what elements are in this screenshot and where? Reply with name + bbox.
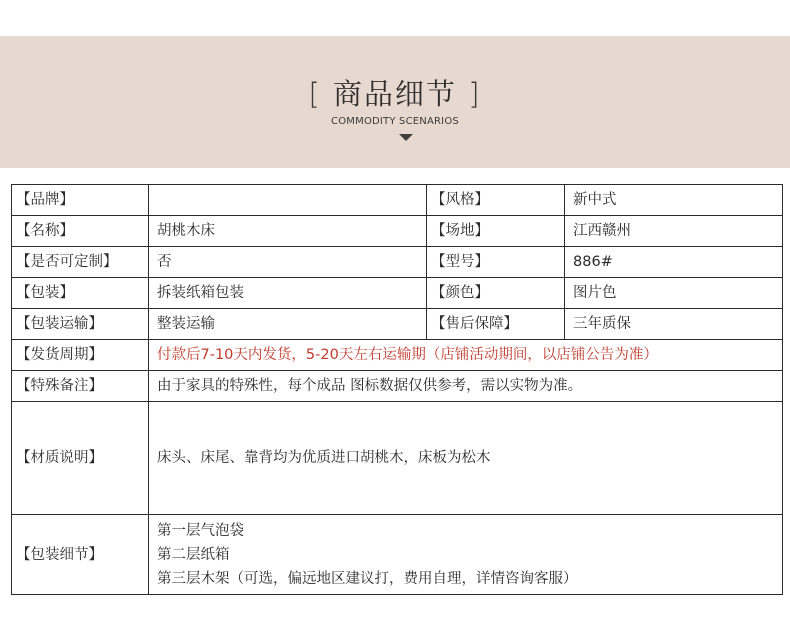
row-value: 拆装纸箱包装 <box>149 278 427 309</box>
packaging-line: 第二层纸箱 <box>157 546 230 563</box>
row-value: 新中式 <box>565 185 783 216</box>
shipping-row <box>12 340 783 371</box>
row-label: 【包装运输】 <box>12 309 149 340</box>
packaging-detail-row <box>12 515 783 595</box>
title-bracket-open: [ <box>308 77 322 111</box>
row-label: 【特殊备注】 <box>12 371 149 402</box>
section-subtitle: COMMODITY SCENARIOS <box>331 116 459 127</box>
notes-row <box>12 371 783 402</box>
section-title <box>0 74 790 114</box>
row-label: 【品牌】 <box>12 185 149 216</box>
notes-text: 由于家具的特殊性，每个成品 图标数据仅供参考，需以实物为准。 <box>149 371 783 402</box>
row-label: 【是否可定制】 <box>12 247 149 278</box>
row-label: 【包装细节】 <box>12 515 149 595</box>
row-label: 【售后保障】 <box>427 309 565 340</box>
row-value: 图片色 <box>565 278 783 309</box>
shipping-cycle-text: 付款后7-10天内发货，5-20天左右运输期（店铺活动期间，以店铺公告为准） <box>149 340 783 371</box>
row-label: 【包装】 <box>12 278 149 309</box>
table-row <box>12 185 783 216</box>
row-value: 江西赣州 <box>565 216 783 247</box>
row-value: 886# <box>565 247 783 278</box>
table-row <box>12 309 783 340</box>
row-value: 整装运输 <box>149 309 427 340</box>
row-value: 否 <box>149 247 427 278</box>
table-row <box>12 216 783 247</box>
row-value <box>149 185 427 216</box>
row-value: 三年质保 <box>565 309 783 340</box>
row-label: 【颜色】 <box>427 278 565 309</box>
row-label: 【风格】 <box>427 185 565 216</box>
spec-table <box>11 184 783 595</box>
row-label: 【发货周期】 <box>12 340 149 371</box>
row-label: 【名称】 <box>12 216 149 247</box>
header-banner <box>0 36 790 168</box>
title-text: 商品细节 <box>332 77 457 111</box>
material-row <box>12 402 783 515</box>
table-row <box>12 278 783 309</box>
packaging-line: 第三层木架（可选，偏远地区建议打，费用自理，详情咨询客服） <box>157 570 578 587</box>
triangle-down-icon <box>399 134 413 141</box>
title-bracket-close: ] <box>468 77 482 111</box>
packaging-line: 第一层气泡袋 <box>157 522 244 539</box>
row-label: 【场地】 <box>427 216 565 247</box>
row-value: 胡桃木床 <box>149 216 427 247</box>
packaging-detail-lines <box>149 515 783 595</box>
row-label: 【型号】 <box>427 247 565 278</box>
row-label: 【材质说明】 <box>12 402 149 515</box>
material-text: 床头、床尾、靠背均为优质进口胡桃木，床板为松木 <box>149 402 783 515</box>
table-row <box>12 247 783 278</box>
